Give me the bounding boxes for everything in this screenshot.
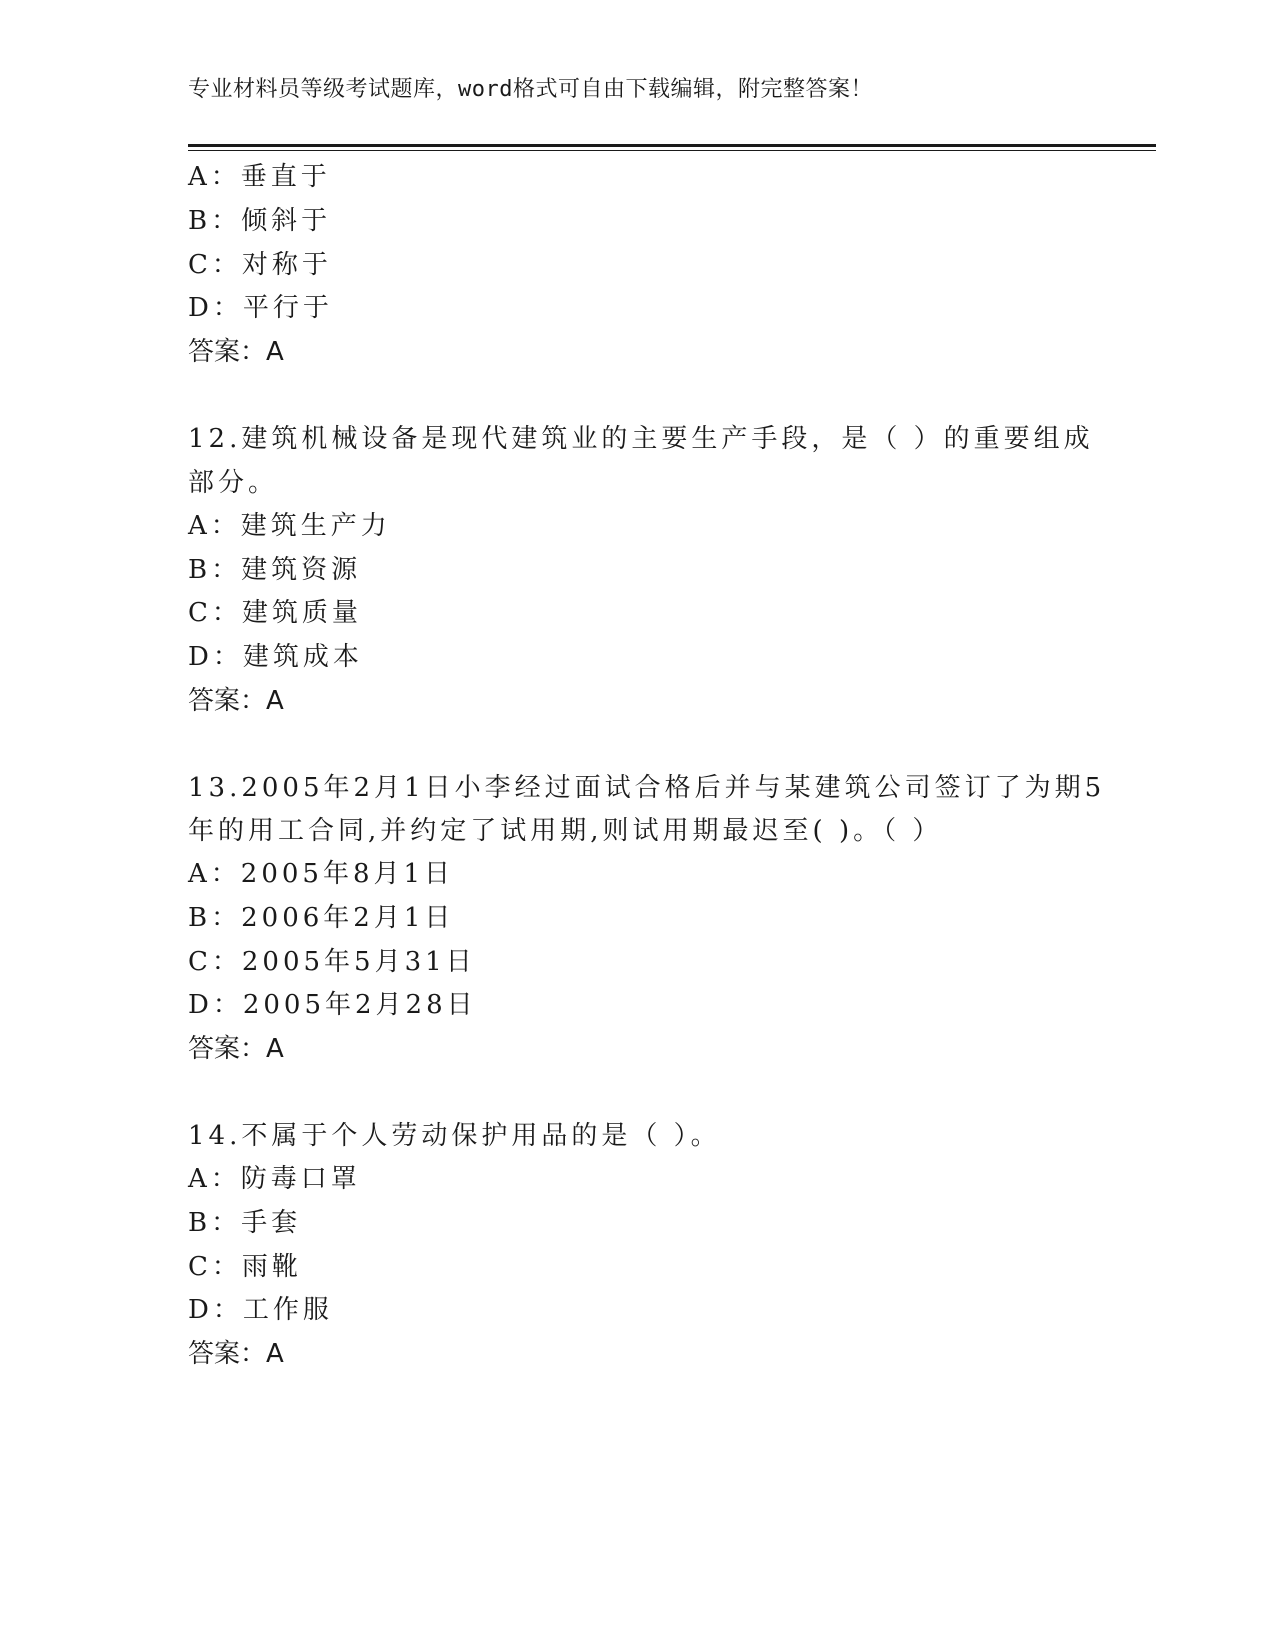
header-rule-thick <box>188 144 1156 147</box>
page-header: 专业材料员等级考试题库，word格式可自由下载编辑，附完整答案！ <box>188 77 873 102</box>
q12-option-a: A：建筑生产力 <box>188 511 391 541</box>
q12-stem-line2: 部分。 <box>188 468 279 498</box>
q14-option-b: B：手套 <box>188 1208 302 1238</box>
q11-option-c: C：对称于 <box>188 250 332 280</box>
q14-stem-line1: 14.不属于个人劳动保护用品的是（ ）。 <box>188 1121 721 1151</box>
q11-option-b: B：倾斜于 <box>188 206 332 236</box>
q13-option-c: C：2005年5月31日 <box>188 947 476 977</box>
q12-stem-line1: 12.建筑机械设备是现代建筑业的主要生产手段，是（ ）的重要组成 <box>188 424 1094 454</box>
q12-option-d: D：建筑成本 <box>188 642 363 672</box>
q11-answer: 答案：A <box>188 337 284 367</box>
q13-option-a: A：2005年8月1日 <box>188 859 455 889</box>
q13-answer: 答案：A <box>188 1034 284 1064</box>
q12-option-b: B：建筑资源 <box>188 555 362 585</box>
q11-option-a: A：垂直于 <box>188 162 331 192</box>
q12-answer: 答案：A <box>188 686 284 716</box>
q14-option-d: D：工作服 <box>188 1295 333 1325</box>
q13-stem-line2: 年的用工合同,并约定了试用期,则试用期最迟至( )。（ ） <box>188 816 943 846</box>
q13-option-b: B：2006年2月1日 <box>188 903 455 933</box>
q14-option-c: C：雨靴 <box>188 1252 302 1282</box>
q14-answer: 答案：A <box>188 1339 284 1369</box>
q13-stem-line1: 13.2005年2月1日小李经过面试合格后并与某建筑公司签订了为期5 <box>188 773 1106 803</box>
q13-option-d: D：2005年2月28日 <box>188 990 477 1020</box>
q12-option-c: C：建筑质量 <box>188 598 362 628</box>
q11-option-d: D：平行于 <box>188 293 333 323</box>
header-rule-thin <box>188 150 1156 151</box>
q14-option-a: A：防毒口罩 <box>188 1164 361 1194</box>
